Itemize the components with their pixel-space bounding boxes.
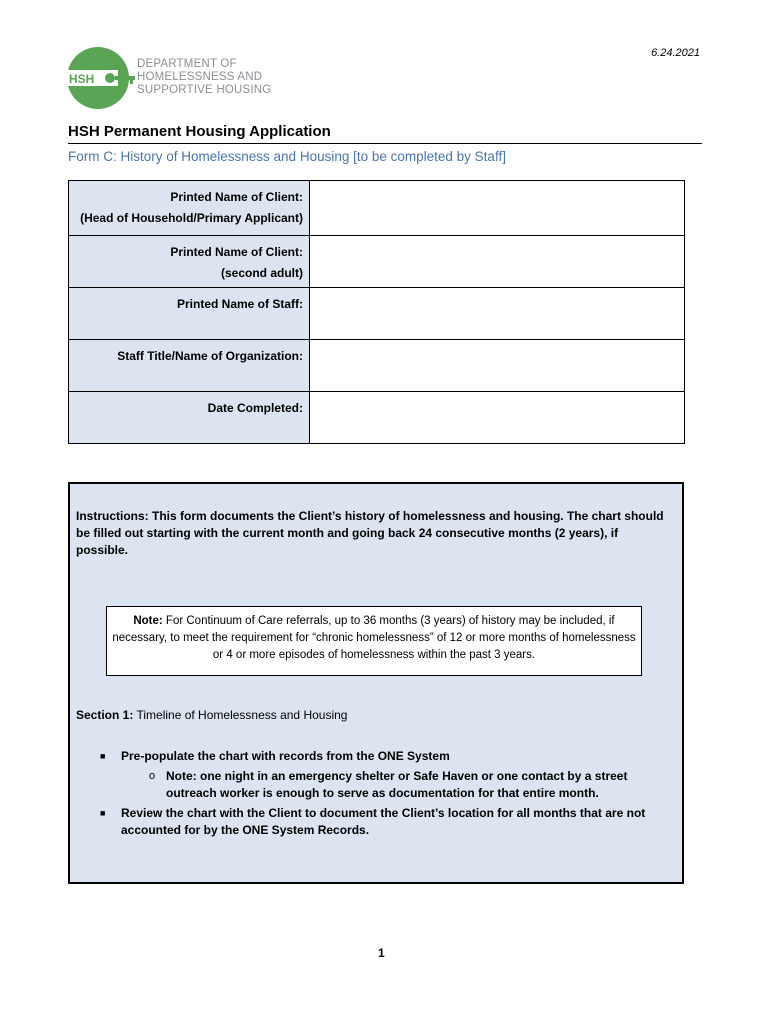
hsh-badge-icon: [66, 46, 136, 112]
field-row-staff-title: [69, 340, 685, 392]
field-label: Printed Name of Client: (second adult): [69, 236, 310, 288]
staff-name-field[interactable]: [310, 288, 685, 340]
list-item: o Note: one night in an emergency shelter or Safe Haven or one contact by a street outreach worker is enough to serve as documentation for that entire month.: [149, 769, 628, 800]
field-row-client-second: [69, 236, 685, 288]
square-bullet-icon: ■: [100, 808, 106, 818]
title-divider: [68, 143, 702, 144]
date-completed-field[interactable]: [310, 392, 685, 444]
list-item: ■ Review the chart with the Client to document the Client’s location for all months that are not accounted for by the ONE System Records.: [100, 806, 646, 837]
field-label: Date Completed:: [69, 392, 310, 444]
field-label: Printed Name of Staff:: [69, 288, 310, 340]
coc-note-box: Note: For Continuum of Care referrals, up to 36 months (3 years) of history may be included, if necessary, to meet the requirement for “chronic homelessness” of 12 or more months of homelessness or 4 or more episodes of homelessness within the past 3 years.: [106, 606, 642, 676]
form-subtitle: Form C: History of Homelessness and Housing [to be completed by Staff]: [68, 149, 506, 164]
field-label: Printed Name of Client: (Head of Household/Primary Applicant): [69, 181, 310, 236]
page-number: 1: [378, 946, 385, 960]
instructions-text: Instructions: This form documents the Client’s history of homelessness and housing. The chart should be filled out starting with the current month and going back 24 consecutive months (2 years), if possible.: [76, 509, 664, 557]
field-label: Staff Title/Name of Organization:: [69, 340, 310, 392]
application-title: HSH Permanent Housing Application: [68, 123, 331, 140]
org-name: DEPARTMENT OF HOMELESSNESS AND SUPPORTIVE HOUSING: [137, 58, 272, 96]
instructions-box: [68, 482, 684, 884]
field-row-client-primary: [69, 181, 685, 236]
list-item: ■ Pre-populate the chart with records from the ONE System: [100, 749, 450, 763]
client-second-name-field[interactable]: [310, 236, 685, 288]
client-info-table: [68, 180, 685, 444]
circle-bullet-icon: o: [149, 770, 156, 782]
badge-text: HSH: [69, 72, 95, 86]
field-row-staff-name: [69, 288, 685, 340]
document-date: 6.24.2021: [651, 47, 700, 59]
section-heading: Section 1: Timeline of Homelessness and Housing: [76, 708, 348, 722]
square-bullet-icon: ■: [100, 751, 106, 761]
staff-title-field[interactable]: [310, 340, 685, 392]
field-row-date: [69, 392, 685, 444]
client-primary-name-field[interactable]: [310, 181, 685, 236]
